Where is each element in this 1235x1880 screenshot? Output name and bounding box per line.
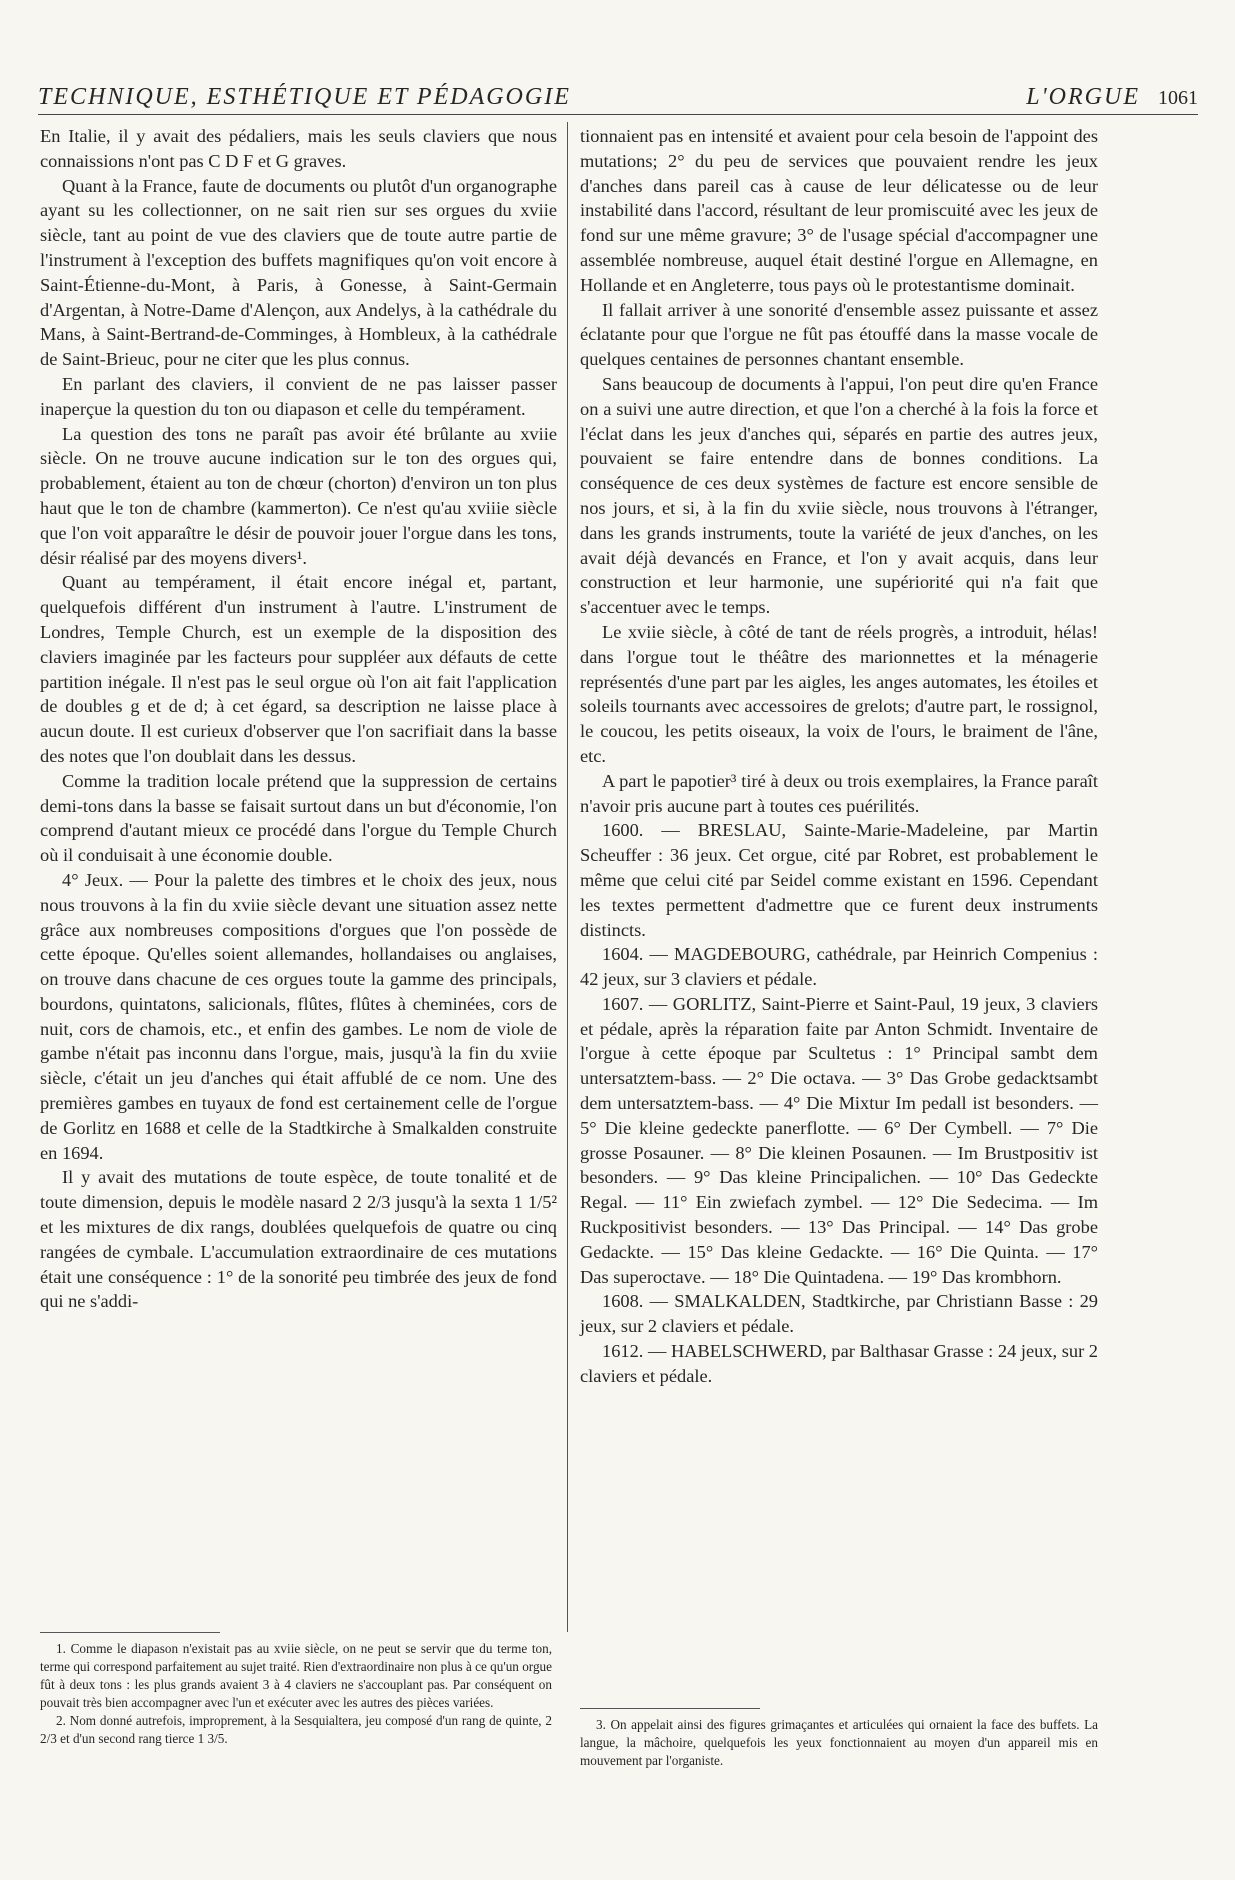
left-column bbox=[40, 124, 557, 1314]
right-column-paragraph: 1604. — MAGDEBOURG, cathédrale, par Heinrich Compenius : 42 jeux, sur 3 claviers et pédale. bbox=[580, 944, 1098, 990]
right-column-paragraph: Il fallait arriver à une sonorité d'ensemble assez puissante et assez éclatante pour que l'orgue ne fût pas étouffé dans la masse vocale de quelques centaines de personnes chantant ensemble. bbox=[580, 299, 1098, 370]
left-column-paragraph: Il y avait des mutations de toute espèce, de toute tonalité et de toute dimension, depuis le modèle nasard 2 2/3 jusqu'à la sexta 1 1/5² et les mixtures de dix rangs, doublées quelquefois de quatre ou cinq rangées de cymbale. L'accumulation extraordinaire de ces mutations était une conséquence : 1° de la sonorité peu timbrée des jeux de fond qui ne s'addi- bbox=[40, 1167, 557, 1312]
right-column-paragraph: Sans beaucoup de documents à l'appui, l'on peut dire qu'en France on a suivi une autre direction, et que l'on a cherché à la fois la force et l'éclat dans les jeux d'anches qui, séparés en partie des autres jeux, pouvaient se faire entendre dans de bonnes conditions. La conséquence de ces deux systèmes de facture est encore sensible de nos jours, et si, à la fin du xviie siècle, nous trouvons à l'étranger, dans les grands instruments, toute la variété de jeux d'anches, on les avait déjà devancés en France, et l'on y avait acquis, dans leur construction et leur harmonie, une supériorité qui n'a fait que s'accentuer avec le temps. bbox=[580, 373, 1098, 618]
left-column-paragraph: Quant à la France, faute de documents ou plutôt d'un organographe ayant su les collectionner, on ne sait rien sur ses orgues du xviie siècle, tant au point de vue des claviers que de toute autre partie de l'instrument à l'exception des buffets magnifiques qu'on voit encore à Saint-Étienne-du-Mont, à Paris, à Gonesse, à Saint-Germain d'Argentan, à Notre-Dame d'Alençon, aux Andelys, à la cathédrale du Mans, à Saint-Bertrand-de-Comminges, à Hombleux, à la cathédrale de Saint-Brieuc, pour ne citer que les plus connus. bbox=[40, 175, 557, 370]
footnote-rule-left bbox=[40, 1632, 220, 1633]
left-column-paragraph: Quant au tempérament, il était encore inégal et, partant, quelquefois différent d'un instrument à l'autre. L'instrument de Londres, Temple Church, est un exemple de la disposition des claviers imaginée par les facteurs pour suppléer aux défauts de cette partition inégale. Il n'est pas le seul orgue où l'on ait fait l'application de doubles g et de d; à cet égard, sa description ne laisse place à aucun doute. Il est curieux d'observer que l'on sacrifiait dans la basse des notes que l'on doublait dans les dessus. bbox=[40, 572, 557, 766]
column-divider bbox=[567, 122, 568, 1632]
right-column-paragraph: tionnaient pas en intensité et avaient pour cela besoin de l'appoint des mutations; 2° du peu de services que pouvaient rendre les jeux d'anches dans pareil cas à cause de leur délicatesse ou de leur instabilité dans l'accord, résultant de leur promiscuité avec les jeux de fond sur une même gravure; 3° de l'usage spécial d'accompagner une assemblée nombreuse, auquel était destiné l'orgue en Allemagne, en Hollande et en Angleterre, tous pays où le protestantisme dominait. bbox=[580, 126, 1098, 295]
footnote-paragraph: 3. On appelait ainsi des figures grimaçantes et articulées qui ornaient la face des buffets. La langue, la mâchoire, quelquefois les yeux fonctionnaient au moyen d'un appareil mis en mouvement par l'organiste. bbox=[580, 1717, 1098, 1768]
header-right bbox=[1026, 84, 1198, 111]
right-column-paragraph: 1607. — GORLITZ, Saint-Pierre et Saint-Paul, 19 jeux, 3 claviers et pédale, après la réparation faite par Anton Schmidt. Inventaire de l'orgue à cette époque par Scultetus : 1° Principal sambt dem untersatztem-bass. — 2° Die octava. — 3° Das Grobe gedacktsambt dem untersatztem-bass. — 4° Die Mixtur Im pedall ist besonders. — 5° Die kleine gedeckte panerflotte. — 6° Der Cymbell. — 7° Die grosse Posauner. — 8° Die kleinen Posaunen. — Im Brustpositiv ist besonders. — 9° Das kleine Principalichen. — 10° Das Gedeckte Regal. — 11° Ein zwiefach zymbel. — 12° Die Sedecima. — Im Ruckpositivist besonders. — 13° Das Principal. — 14° Das grobe Gedackte. — 15° Das kleine Gedackte. — 16° Die Quinta. — 17° Das superoctave. — 18° Die Quintadena. — 19° Das krombhorn. bbox=[580, 993, 1098, 1287]
right-column-paragraph: 1608. — SMALKALDEN, Stadtkirche, par Christiann Basse : 29 jeux, sur 2 claviers et pédale. bbox=[580, 1291, 1098, 1337]
right-column-paragraph: A part le papotier³ tiré à deux ou trois exemplaires, la France paraît n'avoir pris aucune part à toutes ces puérilités. bbox=[580, 770, 1098, 816]
footnote-paragraph: 2. Nom donné autrefois, improprement, à la Sesquialtera, jeu composé d'un rang de quinte, 2 2/3 et d'un second rang tierce 1 3/5. bbox=[40, 1713, 552, 1746]
left-column-paragraph: La question des tons ne paraît pas avoir été brûlante au xviie siècle. On ne trouve aucune indication sur le ton des orgues qui, probablement, étaient au ton de chœur (chorton) d'environ un ton plus haut que le ton de chambre (kammerton). Ce n'est qu'au xviiie siècle que l'on voit apparaître le désir de pouvoir jouer l'orgue dans les tons, désir réalisé par des moyens divers¹. bbox=[40, 423, 557, 568]
left-column-paragraph: En Italie, il y avait des pédaliers, mais les seuls claviers que nous connaissions n'ont pas C D F et G graves. bbox=[40, 126, 557, 171]
footnotes-right bbox=[580, 1716, 1098, 1770]
left-column-paragraph: En parlant des claviers, il convient de ne pas laisser passer inaperçue la question du ton ou diapason et celle du tempérament. bbox=[40, 373, 557, 419]
left-column-paragraph: Comme la tradition locale prétend que la suppression de certains demi-tons dans la basse se faisait surtout dans un but d'économie, l'on comprend d'autant mieux ce procédé dans l'orgue du Temple Church où il conduisait à une économie double. bbox=[40, 770, 557, 866]
right-column-paragraph: Le xviie siècle, à côté de tant de réels progrès, a introduit, hélas! dans l'orgue tout le théâtre des marionnettes et la ménagerie représentés d'une part par les aigles, les anges automates, les étoiles et soleils tournants avec accessoires de grelots; d'autre part, le rossignol, le coucou, les petits oiseaux, la voix de l'ours, le braiment de l'âne, etc. bbox=[580, 621, 1098, 766]
page-number: 1061 bbox=[1158, 87, 1198, 109]
footnote-rule-right bbox=[580, 1708, 760, 1709]
footnotes-left bbox=[40, 1640, 552, 1748]
footnote-paragraph: 1. Comme le diapason n'existait pas au xviie siècle, on ne peut se servir que du terme ton, terme qui correspond parfaitement au sujet traité. Rien d'extraordinaire non plus à ce qu'un orgue fût à deux tons : les plus grands avaient 3 à 4 claviers ne s'accouplant pas. Par conséquent on pouvait très bien accompagner avec l'un et exécuter avec les autres des pièces variées. bbox=[40, 1641, 552, 1710]
left-column-paragraph: 4° Jeux. — Pour la palette des timbres et le choix des jeux, nous nous trouvons à la fin du xviie siècle devant une situation assez nette grâce aux nombreuses compositions d'orgues que l'on possède de cette époque. Qu'elles soient allemandes, hollandaises ou anglaises, on trouve dans chacune de ces orgues toute la gamme des principals, bourdons, quintatons, salicionals, flûtes, flûtes à cheminées, cors de nuit, cors de chamois, etc., et enfin des gambes. Le nom de viole de gambe n'était pas inconnu dans l'orgue, mais, jusqu'à la fin du xviie siècle, c'était un jeu d'anches qui était affublé de ce nom. Une des premières gambes en tuyaux de fond est certainement celle de l'orgue de Gorlitz en 1688 et celle de la Stadtkirche à Smalkalden construite en 1694. bbox=[40, 869, 557, 1163]
right-column bbox=[580, 124, 1098, 1389]
header-journal-title: L'ORGUE bbox=[1026, 84, 1140, 110]
right-column-paragraph: 1612. — HABELSCHWERD, par Balthasar Grasse : 24 jeux, sur 2 claviers et pédale. bbox=[580, 1341, 1098, 1386]
right-column-paragraph: 1600. — BRESLAU, Sainte-Marie-Madeleine, par Martin Scheuffer : 36 jeux. Cet orgue, cité par Robret, est probablement le même que celui cité par Seidel comme existant en 1596. Cependant les textes permettent d'admettre que ce furent deux instruments distincts. bbox=[580, 820, 1098, 940]
header-section-title: TECHNIQUE, ESTHÉTIQUE ET PÉDAGOGIE bbox=[38, 84, 571, 110]
running-header bbox=[38, 84, 1198, 115]
